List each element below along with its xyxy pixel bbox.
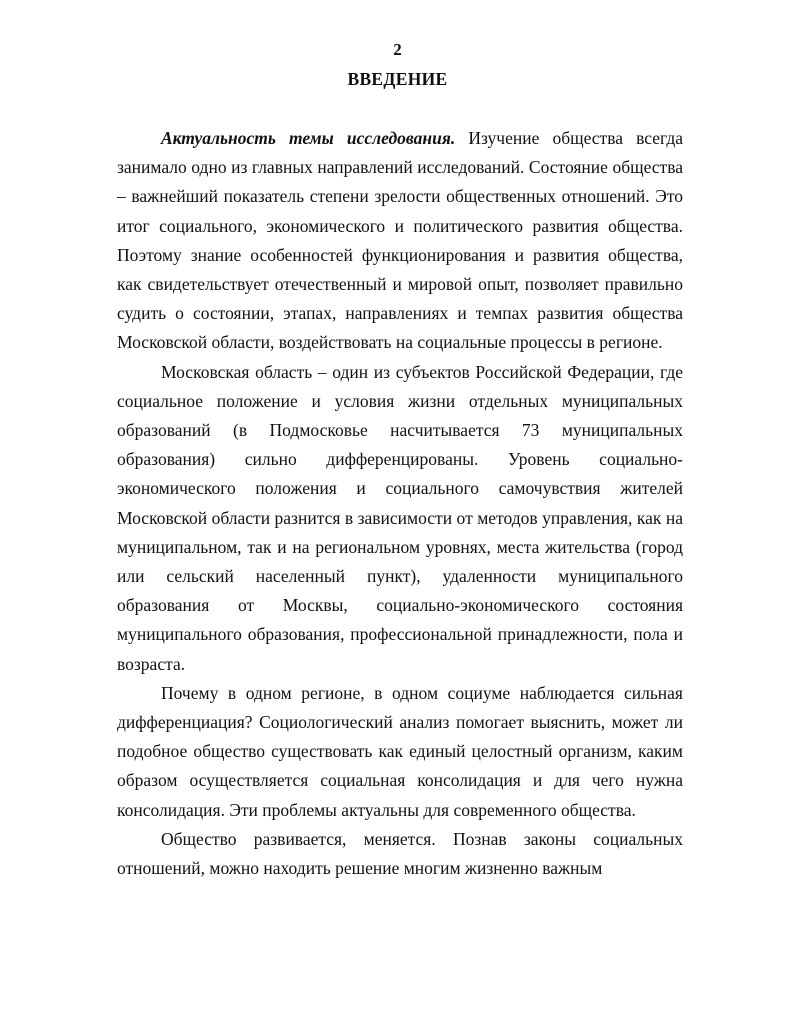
paragraph-society-develops: Общество развивается, меняется. Познав законы социальных отношений, можно находить решение многим жизненно важным xyxy=(117,828,683,879)
section-title: ВВЕДЕНИЕ xyxy=(347,69,448,89)
paragraph-text: Изучение общества всегда занимало одно из главных направлений исследований. Состояние общества – важнейший показатель степени зрелости общественных отношений. Это итог социального, экономического и политического развития общества. Поэтому знание особенностей функционирования и развития общества, как свидетельствует отечественный и мировой опыт, позволяет правильно судить о состоянии, этапах, направлениях и темпах развития общества Московской области, воздействовать на социальные процессы в регионе. xyxy=(117,128,684,353)
paragraph-differentiation: Почему в одном регионе, в одном социуме наблюдается сильная дифференциация? Социологический анализ помогает выяснить, может ли подобное общество существовать как единый целостный организм, каким образом осуществляется социальная консолидация и для чего нужна консолидация. Эти проблемы актуальны для современного общества. xyxy=(117,682,683,820)
paragraph-relevance xyxy=(117,124,683,358)
page-number: 2 xyxy=(393,40,402,59)
paragraph-lead-heading: Актуальность темы исследования. xyxy=(161,128,456,148)
paragraph-moscow-region: Московская область – один из субъектов Российской Федерации, где социальное положение и условия жизни отдельных муниципальных образований (в Подмосковье насчитывается 73 муниципальных образования) сильно дифференцированы. Уровень социально-экономического положения и социального самочувствия жителей Московской области разнится в зависимости от методов управления, как на муниципальном, так и на региональном уровнях, места жительства (город или сельский населенный пункт), удаленности муниципального образования от Москвы, социально-экономического состояния муниципального образования, профессиональной принадлежности, пола и возраста. xyxy=(117,361,683,674)
body-text xyxy=(117,124,683,883)
